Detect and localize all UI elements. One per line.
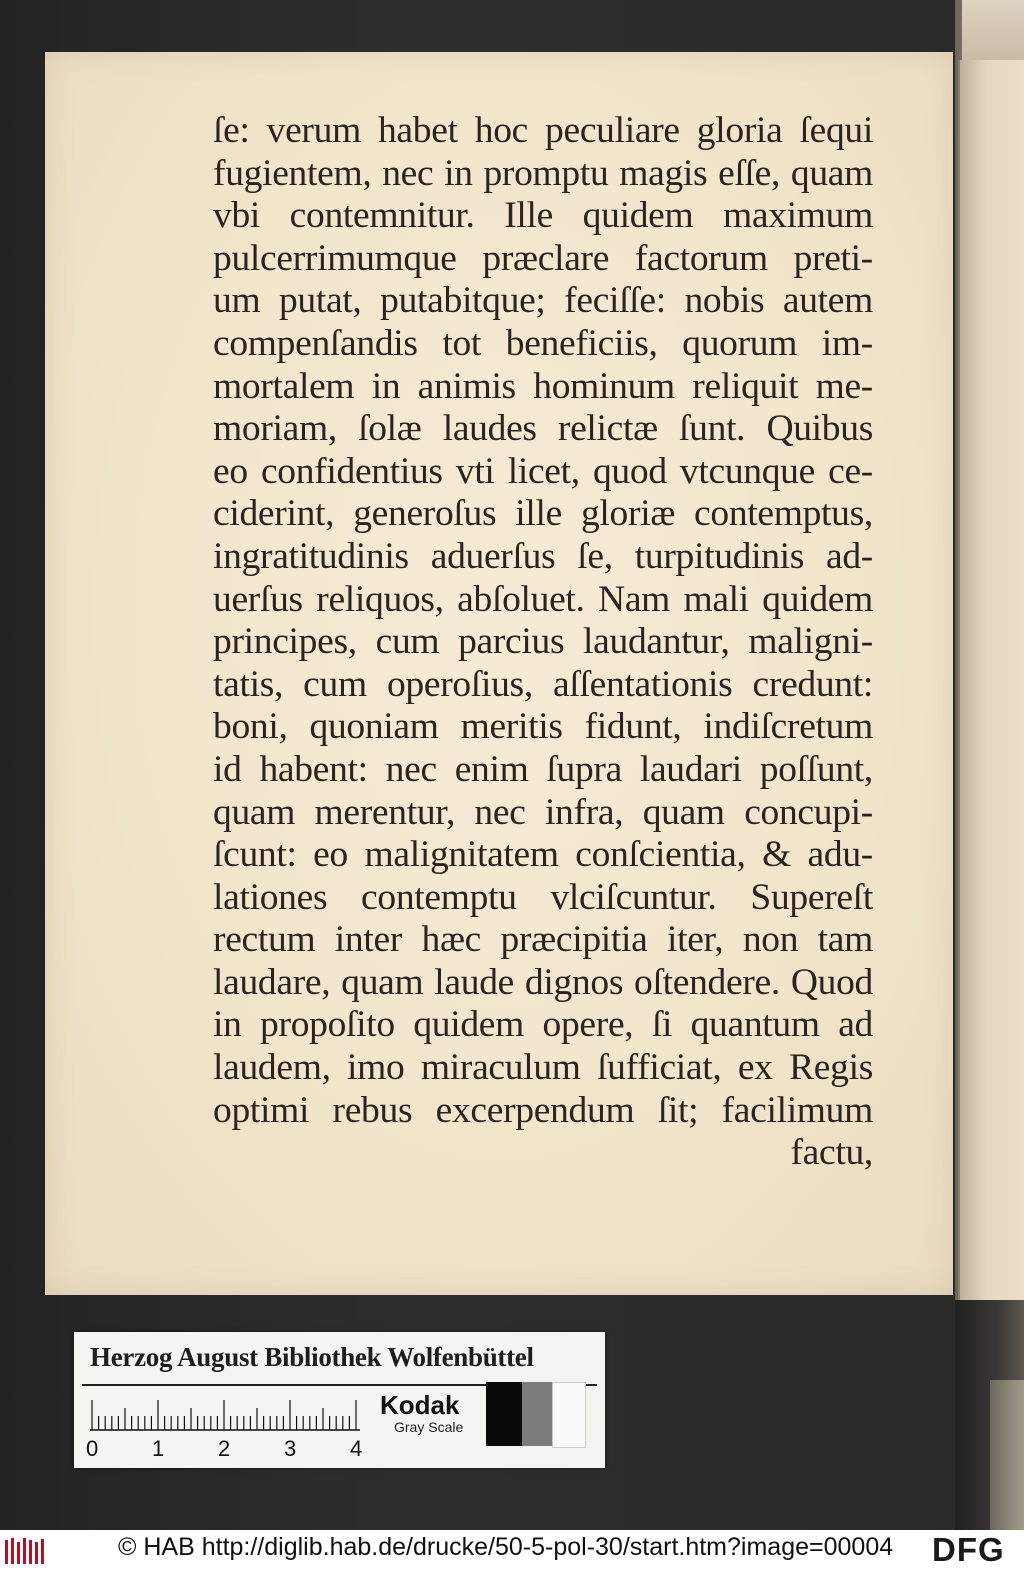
text-line: fugientem, nec in promptu magis eſſe, quam <box>213 152 873 194</box>
book-tab <box>990 1380 1024 1530</box>
text-line: lationes contemptu vlciſcuntur. Supereſt <box>213 876 873 918</box>
ruler-number: 2 <box>218 1436 231 1461</box>
gray-patch-mid <box>522 1382 552 1446</box>
text-line: ſcunt: eo malignitatem conſcientia, & adu- <box>213 834 873 876</box>
copyright-url[interactable]: © HAB http://diglib.hab.de/drucke/50-5-pol-30/start.htm?image=00004 <box>118 1533 894 1561</box>
library-name: Herzog August Bibliothek Wolfenbüttel <box>90 1342 534 1372</box>
ruler-numbers <box>86 1436 386 1462</box>
text-line: um putat, putabitque; feciſſe: nobis autem <box>213 280 873 322</box>
text-line: in propoſito quidem opere, ſi quantum ad <box>213 1004 873 1046</box>
text-line: optimi rebus excerpendum ſit; facilimum <box>213 1089 873 1131</box>
text-line: uerſus reliquos, abſoluet. Nam mali quidem <box>213 578 873 620</box>
text-line: laudare, quam laude dignos oſtendere. Quod <box>213 961 873 1003</box>
text-line: compenſandis tot beneficiis, quorum im- <box>213 322 873 364</box>
ruler-number: 0 <box>86 1436 99 1461</box>
dfg-logo: DFG <box>932 1531 1005 1568</box>
library-label-card <box>74 1332 605 1468</box>
gray-patch-white <box>552 1382 586 1448</box>
ruler-number: 1 <box>152 1436 165 1461</box>
scanned-page <box>45 52 953 1295</box>
text-line: eo confidentius vti licet, quod vtcunque ce- <box>213 450 873 492</box>
text-line: boni, quoniam meritis fidunt, indiſcretum <box>213 706 873 748</box>
text-line: ingratitudinis aduerſus ſe, turpitudinis ad- <box>213 535 873 577</box>
text-line: id habent: nec enim ſupra laudari poſſunt, <box>213 748 873 790</box>
text-line: principes, cum parcius laudantur, maligni- <box>213 621 873 663</box>
text-line: vbi contemnitur. Ille quidem maximum <box>213 195 873 237</box>
library-logo-icon <box>4 1536 48 1566</box>
book-edge-top <box>962 0 1024 60</box>
text-line: rectum inter hæc præcipitia iter, non tam <box>213 919 873 961</box>
gray-patch-black <box>486 1382 522 1446</box>
gray-scale-label: Gray Scale <box>394 1419 464 1435</box>
text-line: pulcerrimumque præclare factorum preti- <box>213 237 873 279</box>
ruler-icon <box>90 1392 360 1432</box>
text-line: quam merentur, nec infra, quam concupi- <box>213 791 873 833</box>
text-line: ciderint, generoſus ille gloriæ contemptus, <box>213 493 873 535</box>
page-text <box>213 110 873 1175</box>
text-line: moriam, ſolæ laudes relictæ ſunt. Quibus <box>213 408 873 450</box>
next-page-edge <box>958 60 1024 1300</box>
text-line: laudem, imo miraculum ſufficiat, ex Regis <box>213 1047 873 1089</box>
text-line: tatis, cum operoſius, aſſentationis credunt: <box>213 663 873 705</box>
text-line: mortalem in animis hominum reliquit me- <box>213 365 873 407</box>
text-line: ſe: verum habet hoc peculiare gloria ſequi <box>213 110 873 151</box>
catchword: factu, <box>790 1132 873 1174</box>
ruler-number: 3 <box>284 1436 297 1461</box>
ruler-number: 4 <box>350 1436 363 1461</box>
kodak-logo: Kodak <box>380 1390 460 1420</box>
